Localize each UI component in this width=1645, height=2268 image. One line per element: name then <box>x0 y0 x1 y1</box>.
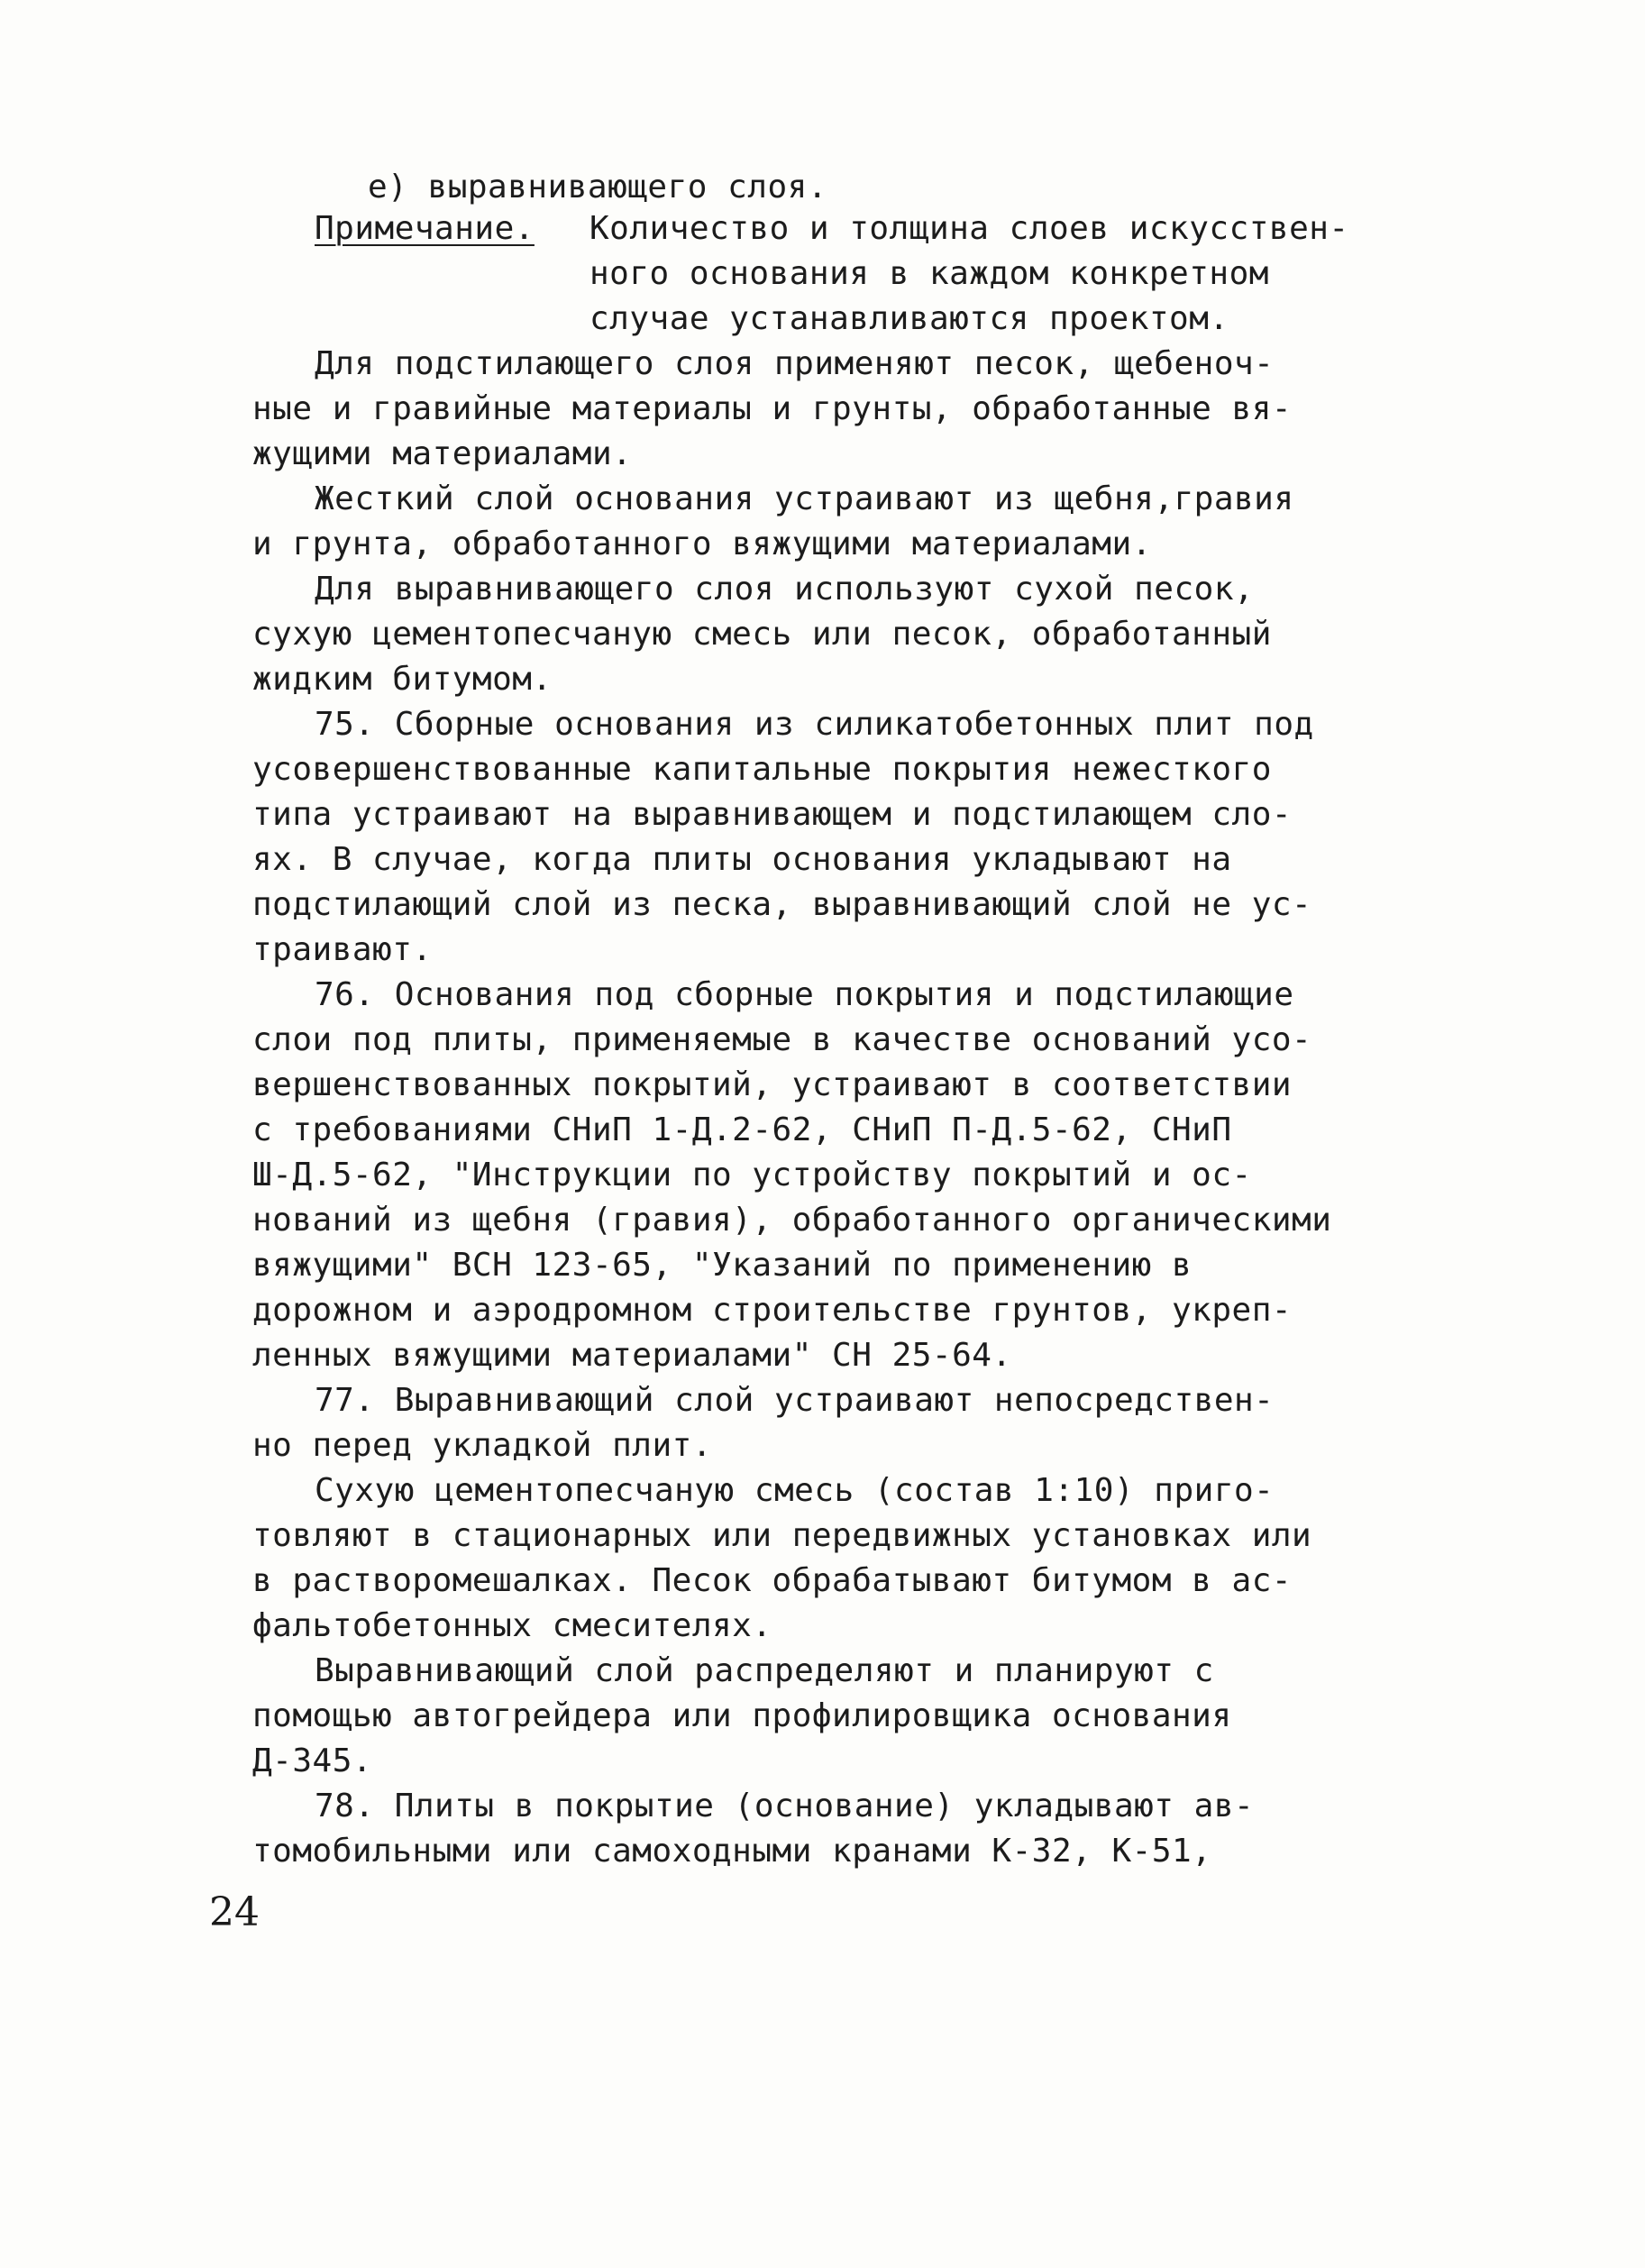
text-line: ного основания в каждом конкретном <box>589 255 1269 292</box>
text-line: в растворомешалках. Песок обрабатывают битумом в ас- <box>252 1562 1293 1599</box>
text-line: жущими материалами. <box>252 435 633 472</box>
text-line: Жесткий слой основания устраивают из щебня,гравия <box>315 480 1294 517</box>
text-line: и грунта, обработанного вяжущими материалами. <box>252 526 1152 562</box>
text-line: Для подстилающего слоя применяют песок, щебеноч- <box>315 345 1275 382</box>
text-line: помощью автогрейдера или профилировщика основания <box>252 1697 1232 1734</box>
text-line: Выравнивающий слой распределяют и планируют с <box>315 1652 1214 1689</box>
text-line: сухую цементопесчаную смесь или песок, обработанный <box>252 616 1272 653</box>
text-line: типа устраивают на выравнивающем и подстилающем сло- <box>252 796 1293 833</box>
text-line: подстилающий слой из песка, выравнивающий слой не ус- <box>252 886 1312 923</box>
text-line: траивают. <box>252 931 433 968</box>
text-line: 76. Основания под сборные покрытия и подстилающие <box>315 976 1294 1013</box>
note-label: Примечание. <box>315 210 535 247</box>
text-line: слои под плиты, применяемые в качестве оснований усо- <box>252 1021 1312 1058</box>
text-line: ях. В случае, когда плиты основания укладывают на <box>252 841 1232 878</box>
text-line: вершенствованных покрытий, устраивают в соответствии <box>252 1066 1293 1103</box>
text-line: 78. Плиты в покрытие (основание) укладывают ав- <box>315 1788 1255 1824</box>
text-line: фальтобетонных смесителях. <box>252 1607 772 1644</box>
text-line: ные и гравийные материалы и грунты, обработанные вя- <box>252 390 1293 427</box>
text-line: е) выравнивающего слоя. <box>368 169 827 206</box>
text-line: ленных вяжущими материалами" СН 25-64. <box>252 1337 1012 1374</box>
text-line: 75. Сборные основания из силикатобетонных плит под <box>315 706 1314 743</box>
page-number: 24 <box>209 1889 260 1935</box>
text-line: усовершенствованные капитальные покрытия нежесткого <box>252 751 1272 788</box>
text-line: Количество и толщина слоев искусствен- <box>589 210 1349 247</box>
text-line: дорожном и аэродромном строительстве грунтов, укреп- <box>252 1292 1293 1329</box>
text-line: с требованиями СНиП 1-Д.2-62, СНиП П-Д.5-62, СНиП <box>252 1111 1232 1148</box>
text-line: жидким битумом. <box>252 661 553 698</box>
text-line: вяжущими" ВСН 123-65, "Указаний по применению в <box>252 1247 1193 1284</box>
text-line: нований из щебня (гравия), обработанного органическими <box>252 1202 1332 1239</box>
text-line: Ш-Д.5-62, "Инструкции по устройству покрытий и ос- <box>252 1157 1252 1193</box>
text-line: но перед укладкой плит. <box>252 1427 712 1464</box>
text-line: случае устанавливаются проектом. <box>589 300 1229 337</box>
text-line: Для выравнивающего слоя используют сухой песок, <box>315 571 1255 608</box>
text-line: товляют в стационарных или передвижных установках или <box>252 1517 1312 1554</box>
text-line: 77. Выравнивающий слой устраивают непосредствен- <box>315 1382 1275 1419</box>
text-line: Сухую цементопесчаную смесь (состав 1:10) приго- <box>315 1472 1275 1509</box>
text-line: томобильными или самоходными кранами К-32, К-51, <box>252 1833 1212 1870</box>
text-line: Д-345. <box>252 1742 373 1779</box>
